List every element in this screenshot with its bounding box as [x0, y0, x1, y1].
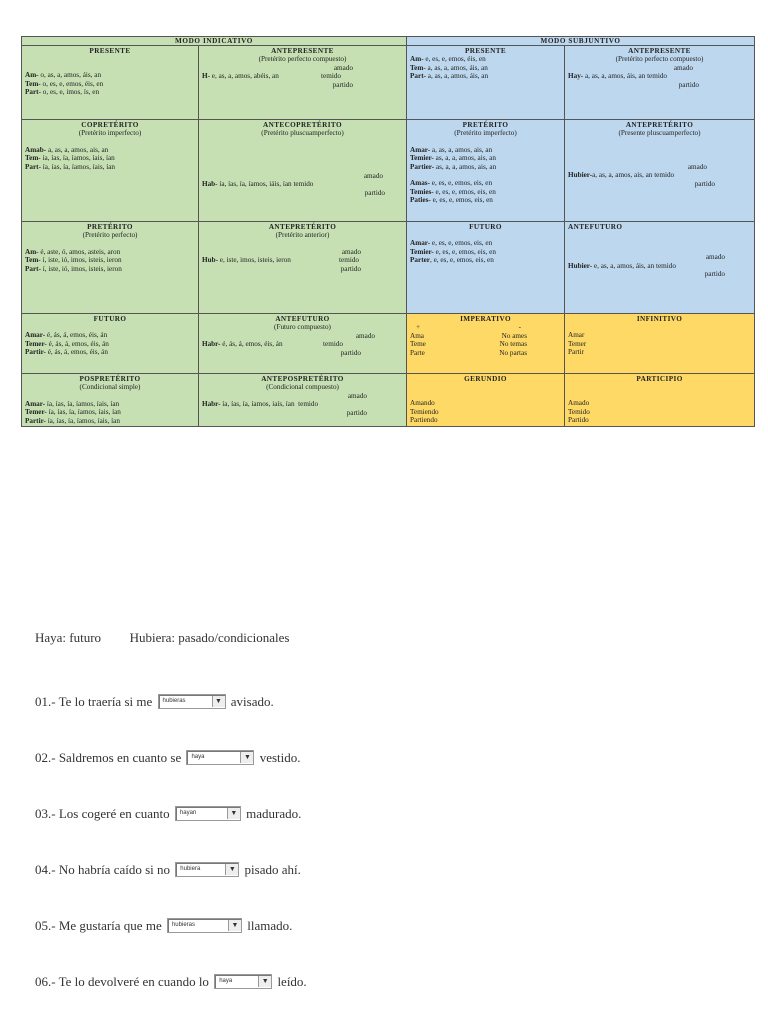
- answer-select-1[interactable]: hubieras ▼: [158, 694, 226, 709]
- chevron-down-icon: ▼: [227, 808, 240, 819]
- cell-ind-antefuturo: ANTEFUTURO (Futuro compuesto) amado Habr- é, ás, á, emos, éis, án temido partido: [199, 314, 407, 374]
- answer-select-6[interactable]: haya ▼: [214, 974, 272, 989]
- hint-hubiera: Hubiera: pasado/condicionales: [129, 630, 290, 645]
- exercise-3: 03.- Los cogeré en cuanto hayan ▼ madurado.: [35, 806, 302, 821]
- cell-ind-futuro: FUTURO Amar- é, ás, á, emos, éis, án Temer- é, ás, á, emos, éis, án Partir- é, ás, á, emos, éis, án: [22, 314, 199, 374]
- cell-ind-antepresente: ANTEPRESENTE (Pretérito perfecto compuesto) amado H- e, as, a, amos, abéis, an temido partido: [199, 46, 407, 120]
- answer-select-4[interactable]: hubiera ▼: [175, 862, 239, 877]
- chevron-down-icon: ▼: [258, 976, 271, 987]
- cell-sub-infinitivo: INFINITIVO Amar Temer Partir: [565, 314, 755, 374]
- answer-select-3[interactable]: hayan ▼: [175, 806, 241, 821]
- cell-sub-antepreterito: ANTEPRETÉRITO (Presente pluscuamperfecto) amado Hubier-a, as, a, amos, ais, an temido partido: [565, 120, 755, 222]
- cell-sub-antefuturo: ANTEFUTURO amado Hubier- e, as, a, amos, áis, an temido partido: [565, 222, 755, 314]
- exercise-2: 02.- Saldremos en cuanto se haya ▼ vestido.: [35, 750, 301, 765]
- exercise-4: 04.- No habría caído si no hubiera ▼ pisado ahí.: [35, 862, 301, 877]
- conjugation-table: [21, 36, 755, 427]
- cell-sub-antepresente: ANTEPRESENTE (Pretérito perfecto compuesto) amado Hay- a, as, a, amos, áis, an temido partido: [565, 46, 755, 120]
- hint-line: [35, 630, 289, 646]
- cell-ind-antepospreterito: ANTEPOSPRETÉRITO (Condicional compuesto) amado Habr- ía, ías, ía, íamos, iaís, ían temido partido: [199, 374, 407, 427]
- exercise-1: 01.- Te lo traería si me hubieras ▼ avisado.: [35, 694, 274, 709]
- cell-ind-pospreterito: POSPRETÉRITO (Condicional simple) Amar- ía, ías, ía, íamos, íais, ían Temer- ía, ías, ía, íamos, íais, ían Partir- ía, ías, ía, íamos, íais, ían: [22, 374, 199, 427]
- exercise-6: 06.- Te lo devolveré en cuando lo haya ▼ leído.: [35, 974, 307, 989]
- cell-sub-gerundio: GERUNDIO Amando Temiendo Partiendo: [407, 374, 565, 427]
- chevron-down-icon: ▼: [228, 920, 241, 931]
- chevron-down-icon: ▼: [212, 696, 225, 707]
- exercise-5: 05.- Me gustaría que me hubieras ▼ llamado.: [35, 918, 293, 933]
- cell-ind-copreterito: COPRETÉRITO (Pretérito imperfecto) Amab- a, as, a, amos, ais, an Tem- ía, ías, ía, íamos, íais, ían Part- ía, ías, ía, íamos, íais, ían: [22, 120, 199, 222]
- chevron-down-icon: ▼: [225, 864, 238, 875]
- cell-sub-futuro: FUTURO Amar- e, es, e, emos, eis, en Temier- e, es, e, emos, eis, en Parter, e, es, e, emos, eis, en: [407, 222, 565, 314]
- header-indicativo: MODO INDICATIVO: [22, 37, 407, 46]
- cell-sub-imperativo: IMPERATIVO + - Ama No ames Teme No temas Parte No partas: [407, 314, 565, 374]
- cell-sub-preterito: PRETÉRITO (Pretérito imperfecto) Amar- a, as, a, amos, ais, an Temier- as, a, a, amos, ais, an Partier- as, a, a, amos, ais, an Amas- e, es, e, emos, eis, en Temies- e, es, e, emos, eis, en Paties- e, es, e, emos, eis, en: [407, 120, 565, 222]
- cell-ind-preterito: PRETÉRITO (Pretérito perfecto) Am- é, aste, ó, amos, asteis, aron Tem- í, iste, ió, imos, isteis, ieron Part- í, iste, ió, imos, isteis, ieron: [22, 222, 199, 314]
- chevron-down-icon: ▼: [240, 752, 253, 763]
- cell-sub-presente: PRESENTE Am- e, es, e, emos, éis, en Tem- a, as, a, amos, áis, an Part- a, as, a, amos, áis, an: [407, 46, 565, 120]
- cell-sub-participio: PARTICIPIO Amado Temido Partido: [565, 374, 755, 427]
- answer-select-2[interactable]: haya ▼: [186, 750, 254, 765]
- cell-ind-antecopreterito: ANTECOPRETÉRITO (Pretérito pluscuamperfecto) amado Hab- ía, ías, ía, íamos, iáis, ían temido partido: [199, 120, 407, 222]
- answer-select-5[interactable]: hubieras ▼: [167, 918, 242, 933]
- cell-ind-presente: PRESENTE Am- o, as, a, amos, áis, an Tem- o, es, e, emos, éis, en Part- o, es, e, imos, ís, en: [22, 46, 199, 120]
- header-subjuntivo: MODO SUBJUNTIVO: [407, 37, 755, 46]
- hint-haya: Haya: futuro: [35, 630, 102, 645]
- cell-ind-antepreterito: ANTEPRETÉRITO (Pretérito anterior) amado Hub- e, iste, imos, isteis, ieron temido partido: [199, 222, 407, 314]
